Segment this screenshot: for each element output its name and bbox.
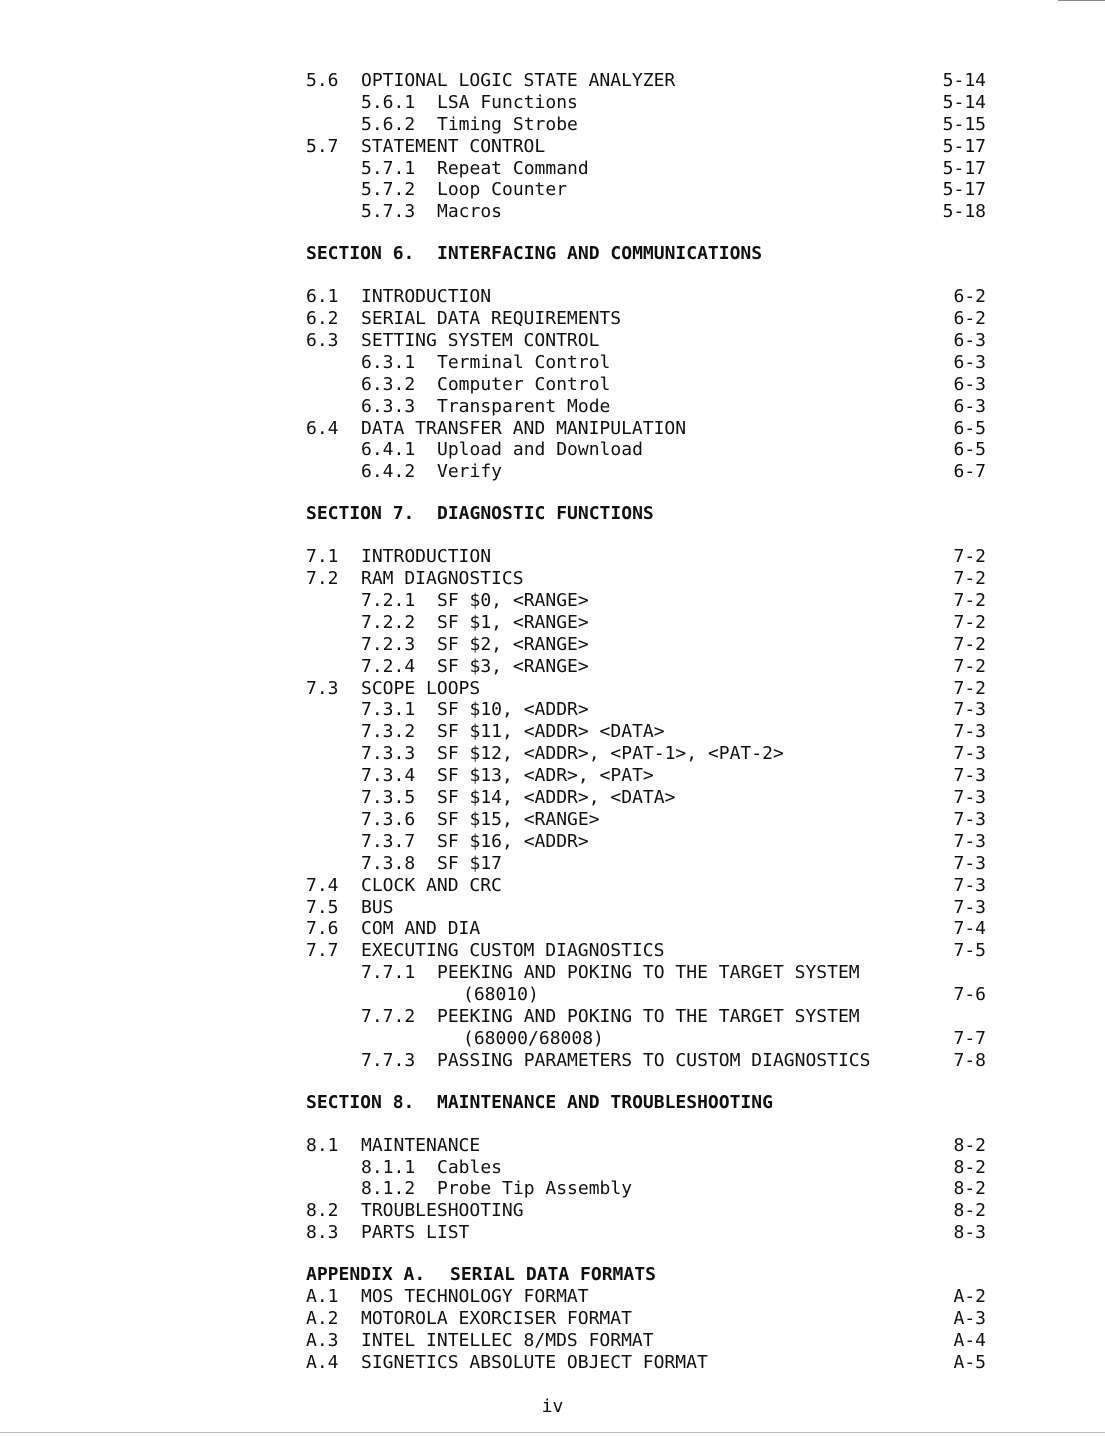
entry-number: 7.3.1 <box>361 699 416 721</box>
entry-page: 7-3 <box>953 896 986 918</box>
entry-page: 7-2 <box>953 568 986 590</box>
toc-entry <box>306 1286 986 1308</box>
entry-page: A-3 <box>953 1307 986 1329</box>
entry-number: 8.1.1 <box>361 1156 416 1178</box>
entry-title: PEEKING AND POKING TO THE TARGET SYSTEM <box>437 1005 860 1027</box>
entry-title: DATA TRANSFER AND MANIPULATION <box>361 417 687 439</box>
section-title: SERIAL DATA FORMATS <box>450 1264 656 1286</box>
entry-page: 5-18 <box>942 201 986 223</box>
toc-entry <box>306 765 986 787</box>
toc-entry <box>306 308 986 330</box>
entry-title: INTRODUCTION <box>361 546 492 568</box>
entry-title: Probe Tip Assembly <box>437 1178 633 1200</box>
entry-number: 7.4 <box>306 874 339 896</box>
toc-entry <box>306 352 986 374</box>
entry-page: 6-3 <box>953 330 986 352</box>
entry-title: SIGNETICS ABSOLUTE OBJECT FORMAT <box>361 1351 708 1373</box>
entry-number: 7.3.8 <box>361 852 416 874</box>
entry-page: 7-2 <box>953 590 986 612</box>
entry-page: 6-5 <box>953 439 986 461</box>
toc-entry <box>306 590 986 612</box>
entry-page: 7-6 <box>953 984 986 1006</box>
section-label: APPENDIX A. <box>306 1264 426 1286</box>
entry-title: SF $0, <RANGE> <box>437 590 589 612</box>
entry-page: 6-2 <box>953 286 986 308</box>
entry-title: SF $2, <RANGE> <box>437 633 589 655</box>
entry-number: 6.4 <box>306 417 339 439</box>
entry-number: 6.3 <box>306 330 339 352</box>
entry-title: TROUBLESHOOTING <box>361 1200 524 1222</box>
entry-title: Macros <box>437 201 503 223</box>
entry-page: 5-17 <box>942 157 986 179</box>
section-label: SECTION 6. <box>306 243 415 265</box>
entry-number: 5.6.1 <box>361 91 416 113</box>
entry-title: INTEL INTELLEC 8/MDS FORMAT <box>361 1329 654 1351</box>
toc-entry <box>306 201 986 223</box>
entry-title: Repeat Command <box>437 157 589 179</box>
toc-entry <box>306 656 986 678</box>
entry-title: SF $17 <box>437 852 503 874</box>
entry-page: 7-2 <box>953 611 986 633</box>
entry-page: 7-2 <box>953 677 986 699</box>
entry-number: 5.7 <box>306 135 339 157</box>
entry-title: Upload and Download <box>437 439 643 461</box>
toc-entry <box>306 1028 986 1050</box>
toc-entry <box>306 158 986 180</box>
toc-entry <box>306 897 986 919</box>
entry-page: 7-2 <box>953 633 986 655</box>
toc-entry <box>306 678 986 700</box>
entry-number: 8.3 <box>306 1222 339 1244</box>
entry-number: 7.3.6 <box>361 808 416 830</box>
entry-title: SF $11, <ADDR> <DATA> <box>437 721 665 743</box>
entry-title: SERIAL DATA REQUIREMENTS <box>361 308 622 330</box>
entry-title: SF $10, <ADDR> <box>437 699 589 721</box>
entry-page: 7-3 <box>953 699 986 721</box>
entry-page: 5-14 <box>942 91 986 113</box>
toc-entry <box>306 568 986 590</box>
entry-title: MOTOROLA EXORCISER FORMAT <box>361 1307 632 1329</box>
entry-page: 6-5 <box>953 417 986 439</box>
entry-title: CLOCK AND CRC <box>361 874 502 896</box>
entry-title: INTRODUCTION <box>361 286 492 308</box>
entry-page: 7-5 <box>953 940 986 962</box>
entry-page: A-5 <box>953 1351 986 1373</box>
entry-page: 7-4 <box>953 918 986 940</box>
entry-number: 7.7.2 <box>361 1005 416 1027</box>
entry-title: Transparent Mode <box>437 395 611 417</box>
entry-number: 6.2 <box>306 308 339 330</box>
toc-entry <box>306 809 986 831</box>
entry-title: SF $3, <RANGE> <box>437 655 589 677</box>
toc-entry <box>306 1200 986 1222</box>
toc-entry <box>306 396 986 418</box>
entry-title: COM AND DIA <box>361 918 481 940</box>
entry-number: 7.7.1 <box>361 962 416 984</box>
entry-page: 7-3 <box>953 743 986 765</box>
entry-title: SF $1, <RANGE> <box>437 611 589 633</box>
entry-number: A.3 <box>306 1329 339 1351</box>
section-heading <box>306 503 986 525</box>
toc-entry <box>306 1178 986 1200</box>
entry-title: Terminal Control <box>437 351 611 373</box>
section-label: SECTION 8. <box>306 1091 415 1113</box>
toc-entry <box>306 1050 986 1072</box>
entry-number: 7.1 <box>306 546 339 568</box>
entry-number: 6.3.3 <box>361 395 416 417</box>
entry-title: OPTIONAL LOGIC STATE ANALYZER <box>361 70 676 91</box>
entry-number: 6.3.1 <box>361 351 416 373</box>
toc-entry <box>306 853 986 875</box>
entry-page: 6-7 <box>953 461 986 483</box>
entry-page: 5-15 <box>942 113 986 135</box>
entry-number: 7.2.2 <box>361 611 416 633</box>
entry-title: Cables <box>437 1156 503 1178</box>
toc-entry <box>306 546 986 568</box>
entry-number: 7.3 <box>306 677 339 699</box>
toc-entry <box>306 92 986 114</box>
entry-number: 7.3.3 <box>361 743 416 765</box>
entry-number: 8.2 <box>306 1200 339 1222</box>
entry-number: 6.4.2 <box>361 461 416 483</box>
entry-page: 6-3 <box>953 351 986 373</box>
toc-entry <box>306 439 986 461</box>
entry-page: 7-7 <box>953 1027 986 1049</box>
toc-entry <box>306 374 986 396</box>
toc-entry <box>306 984 986 1006</box>
toc-entry <box>306 1308 986 1330</box>
entry-title: SF $14, <ADDR>, <DATA> <box>437 787 676 809</box>
entry-title: BUS <box>361 896 394 918</box>
section-heading <box>306 243 986 265</box>
entry-title: PARTS LIST <box>361 1222 470 1244</box>
toc-entry <box>306 940 986 962</box>
entry-page: A-4 <box>953 1329 986 1351</box>
entry-number: 7.7 <box>306 940 339 962</box>
entry-number: 5.6 <box>306 70 339 91</box>
entry-title: RAM DIAGNOSTICS <box>361 568 524 590</box>
entry-page: 8-2 <box>953 1178 986 1200</box>
entry-title: Verify <box>437 461 503 483</box>
toc-entry <box>306 1157 986 1179</box>
section-title: MAINTENANCE AND TROUBLESHOOTING <box>437 1091 773 1113</box>
entry-page: 7-8 <box>953 1049 986 1071</box>
toc-entry <box>306 286 986 308</box>
entry-title: LSA Functions <box>437 91 578 113</box>
entry-number: 5.6.2 <box>361 113 416 135</box>
entry-title: SCOPE LOOPS <box>361 677 481 699</box>
toc-entry <box>306 699 986 721</box>
entry-page: 7-3 <box>953 765 986 787</box>
toc-entry <box>306 1222 986 1244</box>
entry-title: SF $13, <ADR>, <PAT> <box>437 765 654 787</box>
top-right-rule <box>1058 0 1105 1</box>
toc-entry <box>306 418 986 440</box>
entry-title: SF $12, <ADDR>, <PAT-1>, <PAT-2> <box>437 743 784 765</box>
toc-entry <box>306 114 986 136</box>
entry-page: 8-2 <box>953 1200 986 1222</box>
entry-number: 7.3.7 <box>361 830 416 852</box>
entry-page: 5-17 <box>942 179 986 201</box>
bottom-rule <box>0 1432 1105 1433</box>
entry-page: 7-3 <box>953 830 986 852</box>
entry-number: 6.3.2 <box>361 373 416 395</box>
entry-page: 5-14 <box>942 70 986 91</box>
toc-entry <box>306 1330 986 1352</box>
entry-page: 7-3 <box>953 721 986 743</box>
toc-entry <box>306 330 986 352</box>
toc-entry <box>306 962 986 984</box>
entry-page: 6-2 <box>953 308 986 330</box>
entry-title: EXECUTING CUSTOM DIAGNOSTICS <box>361 940 665 962</box>
section-title: INTERFACING AND COMMUNICATIONS <box>437 243 763 265</box>
toc-entry <box>306 136 986 158</box>
entry-page: 8-2 <box>953 1156 986 1178</box>
toc-entry <box>306 634 986 656</box>
entry-page: 7-2 <box>953 546 986 568</box>
entry-number: 8.1 <box>306 1134 339 1156</box>
toc-entry <box>306 179 986 201</box>
section-label: SECTION 7. <box>306 503 415 525</box>
entry-title: SETTING SYSTEM CONTROL <box>361 330 600 352</box>
entry-title: MOS TECHNOLOGY FORMAT <box>361 1286 589 1308</box>
toc-entry <box>306 831 986 853</box>
entry-page: 6-3 <box>953 373 986 395</box>
toc-entry <box>306 1006 986 1028</box>
entry-page: A-2 <box>953 1286 986 1308</box>
entry-number: 5.7.1 <box>361 157 416 179</box>
entry-title: STATEMENT CONTROL <box>361 135 546 157</box>
entry-title: PEEKING AND POKING TO THE TARGET SYSTEM <box>437 962 860 984</box>
entry-title: PASSING PARAMETERS TO CUSTOM DIAGNOSTICS <box>437 1049 871 1071</box>
entry-number: 7.6 <box>306 918 339 940</box>
entry-number: 7.2.1 <box>361 590 416 612</box>
entry-number: 7.3.5 <box>361 787 416 809</box>
entry-number: 7.2 <box>306 568 339 590</box>
entry-page: 7-2 <box>953 655 986 677</box>
entry-page: 7-3 <box>953 787 986 809</box>
entry-page: 8-3 <box>953 1222 986 1244</box>
entry-page: 7-3 <box>953 808 986 830</box>
entry-title: (68010) <box>463 984 539 1006</box>
entry-title: SF $15, <RANGE> <box>437 808 600 830</box>
toc-entry <box>306 1352 986 1374</box>
entry-number: 6.1 <box>306 286 339 308</box>
entry-page: 6-3 <box>953 395 986 417</box>
toc-entry <box>306 743 986 765</box>
entry-number: A.2 <box>306 1307 339 1329</box>
entry-number: A.4 <box>306 1351 339 1373</box>
entry-page: 7-3 <box>953 874 986 896</box>
entry-number: 7.7.3 <box>361 1049 416 1071</box>
entry-page: 8-2 <box>953 1134 986 1156</box>
toc-entry <box>306 787 986 809</box>
entry-number: A.1 <box>306 1286 339 1308</box>
entry-title: Timing Strobe <box>437 113 578 135</box>
toc-entry <box>306 612 986 634</box>
entry-number: 7.3.4 <box>361 765 416 787</box>
toc-entry <box>306 461 986 483</box>
page-number: iv <box>541 1396 564 1417</box>
entry-title: Loop Counter <box>437 179 568 201</box>
entry-number: 6.4.1 <box>361 439 416 461</box>
entry-number: 7.5 <box>306 896 339 918</box>
entry-page: 5-17 <box>942 135 986 157</box>
entry-number: 5.7.3 <box>361 201 416 223</box>
appendix-heading <box>306 1264 986 1286</box>
section-heading <box>306 1092 986 1114</box>
entry-title: SF $16, <ADDR> <box>437 830 589 852</box>
entry-title: (68000/68008) <box>463 1027 604 1049</box>
entry-number: 7.2.4 <box>361 655 416 677</box>
entry-title: MAINTENANCE <box>361 1134 481 1156</box>
section-title: DIAGNOSTIC FUNCTIONS <box>437 503 654 525</box>
toc-entry <box>306 1135 986 1157</box>
entry-number: 8.1.2 <box>361 1178 416 1200</box>
toc-entry <box>306 70 986 92</box>
toc-entry <box>306 918 986 940</box>
toc-entry <box>306 721 986 743</box>
entry-number: 5.7.2 <box>361 179 416 201</box>
table-of-contents <box>306 70 986 1374</box>
entry-number: 7.3.2 <box>361 721 416 743</box>
toc-entry <box>306 875 986 897</box>
entry-page: 7-3 <box>953 852 986 874</box>
entry-number: 7.2.3 <box>361 633 416 655</box>
entry-title: Computer Control <box>437 373 611 395</box>
